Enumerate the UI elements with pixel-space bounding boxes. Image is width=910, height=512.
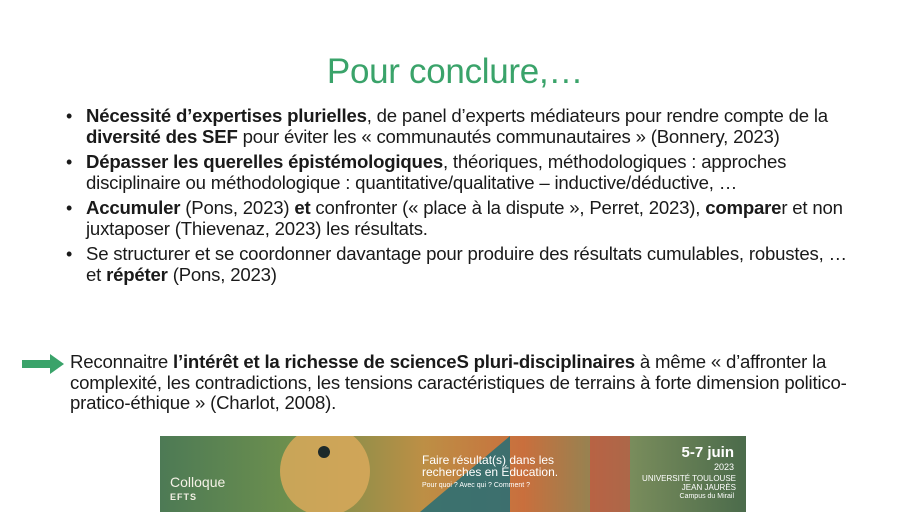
text-run: , de panel d’experts médiateurs pour rendre compte de la	[366, 105, 828, 126]
banner-decor-dot	[318, 446, 330, 458]
bold-text-run: Nécessité d’expertises plurielles	[86, 105, 367, 126]
banner-efts-logo: EFTS	[170, 492, 198, 502]
banner-dates: 5-7 juin	[681, 444, 734, 461]
banner-conference-title: Faire résultat(s) dans les recherches en Éducation.	[422, 453, 559, 479]
bullet-item	[66, 106, 866, 147]
text-run: à même « d’affronter la complexité, les contradictions, les tensions caractéristiques de terrains à forte dimension politico-pratico-éthique » (Charlot, 2008).	[70, 351, 847, 413]
conference-banner	[160, 436, 746, 512]
bold-text-run: compare	[705, 197, 782, 218]
text-run: (Pons, 2023)	[167, 263, 277, 285]
bold-text-run: Dépasser les querelles épistémologiques	[86, 151, 443, 172]
text-run: Reconnaitre	[70, 351, 174, 372]
conclusion-block	[22, 352, 882, 414]
bold-text-run: Accumuler	[86, 197, 181, 218]
bullet-item	[66, 244, 866, 285]
text-run: confronter (« place à la dispute », Perret, 2023),	[310, 197, 706, 218]
conclusion-text	[70, 352, 882, 414]
banner-year: 2023	[713, 462, 734, 472]
text-run: pour éviter les « communautés communautaires » (Bonnery, 2023)	[237, 125, 780, 147]
banner-conference-subtitle: Pour quoi ? Avec qui ? Comment ?	[422, 482, 531, 489]
right-arrow-icon	[22, 354, 64, 374]
banner-decor-bar	[590, 436, 630, 512]
banner-university: UNIVERSITÉ TOULOUSE JEAN JAURÈS	[642, 474, 736, 492]
bold-text-run: diversité des SEF	[86, 125, 238, 147]
banner-campus: Campus du Mirail	[679, 493, 734, 500]
bold-text-run: et	[294, 197, 311, 218]
text-run: , théoriques, méthodologiques : approches disciplinaire ou méthodologique : quantitative/qualitative – inductive/déductive, …	[86, 151, 787, 193]
banner-colloque: Colloque	[170, 474, 226, 490]
bullet-item	[66, 152, 866, 193]
text-run: Se structurer et se coordonner davantage pour produire des résultats cumulables, robustes, … et	[86, 243, 847, 285]
text-run: (Pons, 2023)	[180, 197, 295, 218]
bold-text-run: répéter	[106, 263, 168, 285]
text-run: r et non juxtaposer (Thievenaz, 2023) les résultats.	[86, 197, 843, 239]
bold-text-run: l’intérêt et la richesse de scienceS pluri-disciplinaires	[173, 351, 635, 372]
bullet-item	[66, 198, 866, 239]
slide-title: Pour conclure,…	[326, 52, 584, 91]
bullet-list	[66, 106, 866, 290]
